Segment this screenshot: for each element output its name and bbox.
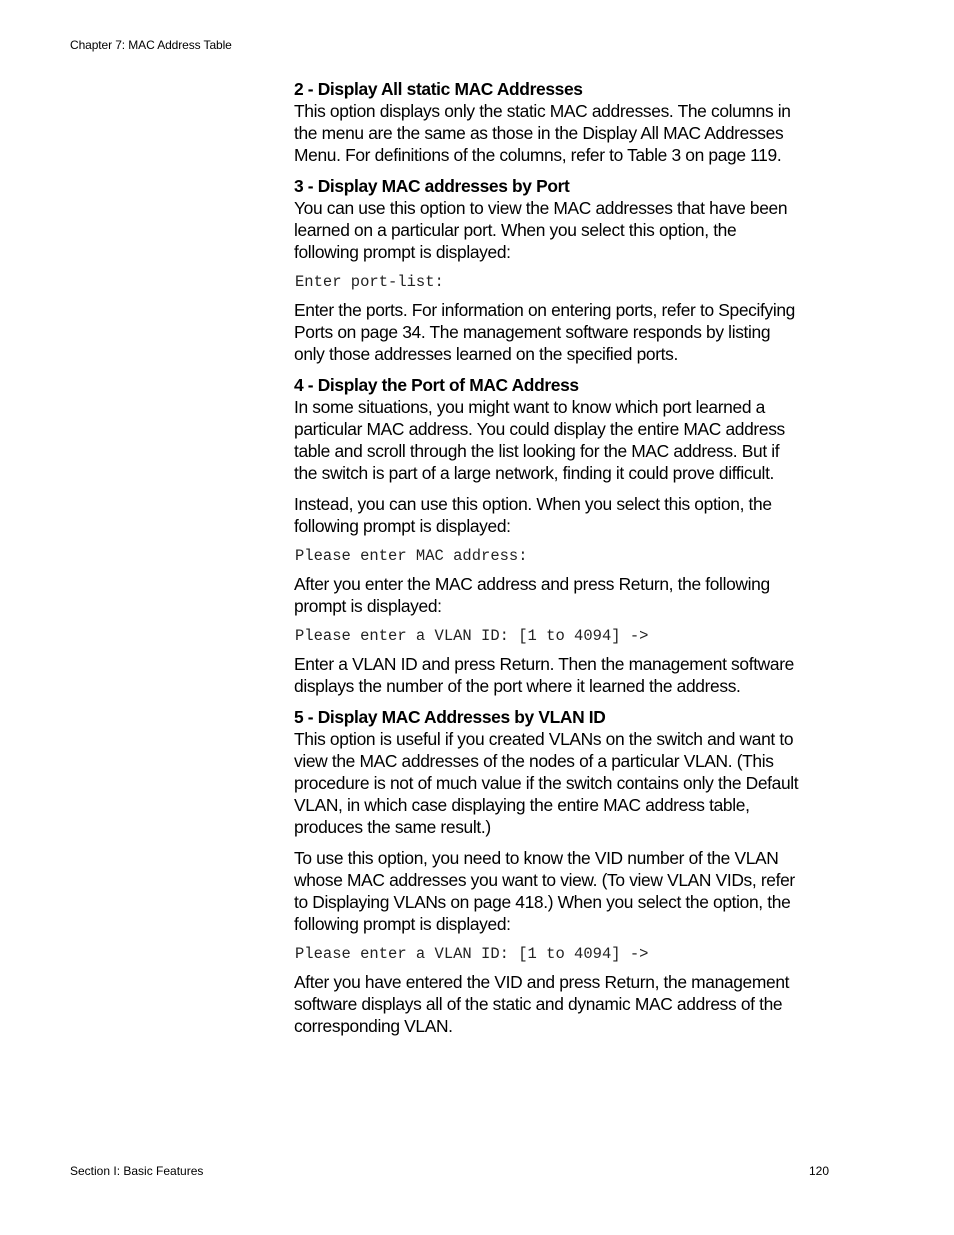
paragraph: To use this option, you need to know the VID number of the VLAN whose MAC addresses you want to view. (To view VLAN VIDs, refer to Displaying VLANs on page 418.) When you select the option, the following prompt is displayed:: [294, 848, 795, 934]
section-display-static: [294, 78, 804, 166]
section-heading: 2 - Display All static MAC Addresses: [294, 79, 583, 99]
page-content: [294, 78, 804, 1046]
prompt-code: Please enter MAC address:: [295, 547, 528, 565]
running-header: Chapter 7: MAC Address Table: [70, 38, 232, 52]
prompt-code: Please enter a VLAN ID: [1 to 4094] ->: [295, 945, 649, 963]
section-by-vlan-id: [294, 706, 804, 1037]
paragraph: After you have entered the VID and press Return, the management software displays all of the static and dynamic MAC address of the corresponding VLAN.: [294, 972, 790, 1036]
section-heading: 3 - Display MAC addresses by Port: [294, 176, 570, 196]
paragraph: Enter the ports. For information on entering ports, refer to Specifying Ports on page 34. The management software responds by listing only those addresses learned on the specified ports.: [294, 300, 795, 364]
paragraph: Instead, you can use this option. When you select this option, the following prompt is displayed:: [294, 494, 772, 536]
paragraph: In some situations, you might want to know which port learned a particular MAC address. You could display the entire MAC address table and scroll through the list looking for the MAC address. But if the switch is part of a large network, finding it could prove difficult.: [294, 397, 785, 483]
section-port-of-mac: [294, 374, 804, 697]
prompt-code: Please enter a VLAN ID: [1 to 4094] ->: [295, 627, 649, 645]
paragraph: Enter a VLAN ID and press Return. Then the management software displays the number of the port where it learned the address.: [294, 654, 794, 696]
paragraph: This option is useful if you created VLANs on the switch and want to view the MAC addresses of the nodes of a particular VLAN. (This procedure is not of much value if the switch contains only the Default VLAN, in which case displaying the entire MAC address table, produces the same result.): [294, 729, 799, 837]
page-number: 120: [809, 1164, 830, 1178]
paragraph: After you enter the MAC address and press Return, the following prompt is displayed:: [294, 574, 770, 616]
running-footer-section: Section I: Basic Features: [70, 1164, 204, 1178]
section-heading: 4 - Display the Port of MAC Address: [294, 375, 579, 395]
prompt-code: Enter port-list:: [295, 273, 444, 291]
section-display-by-port: [294, 175, 804, 365]
paragraph: You can use this option to view the MAC addresses that have been learned on a particular port. When you select this option, the following prompt is displayed:: [294, 198, 788, 262]
paragraph: This option displays only the static MAC addresses. The columns in the menu are the same as those in the Display All MAC Addresses Menu. For definitions of the columns, refer to Table 3 on page 119.: [294, 101, 791, 165]
section-heading: 5 - Display MAC Addresses by VLAN ID: [294, 707, 606, 727]
